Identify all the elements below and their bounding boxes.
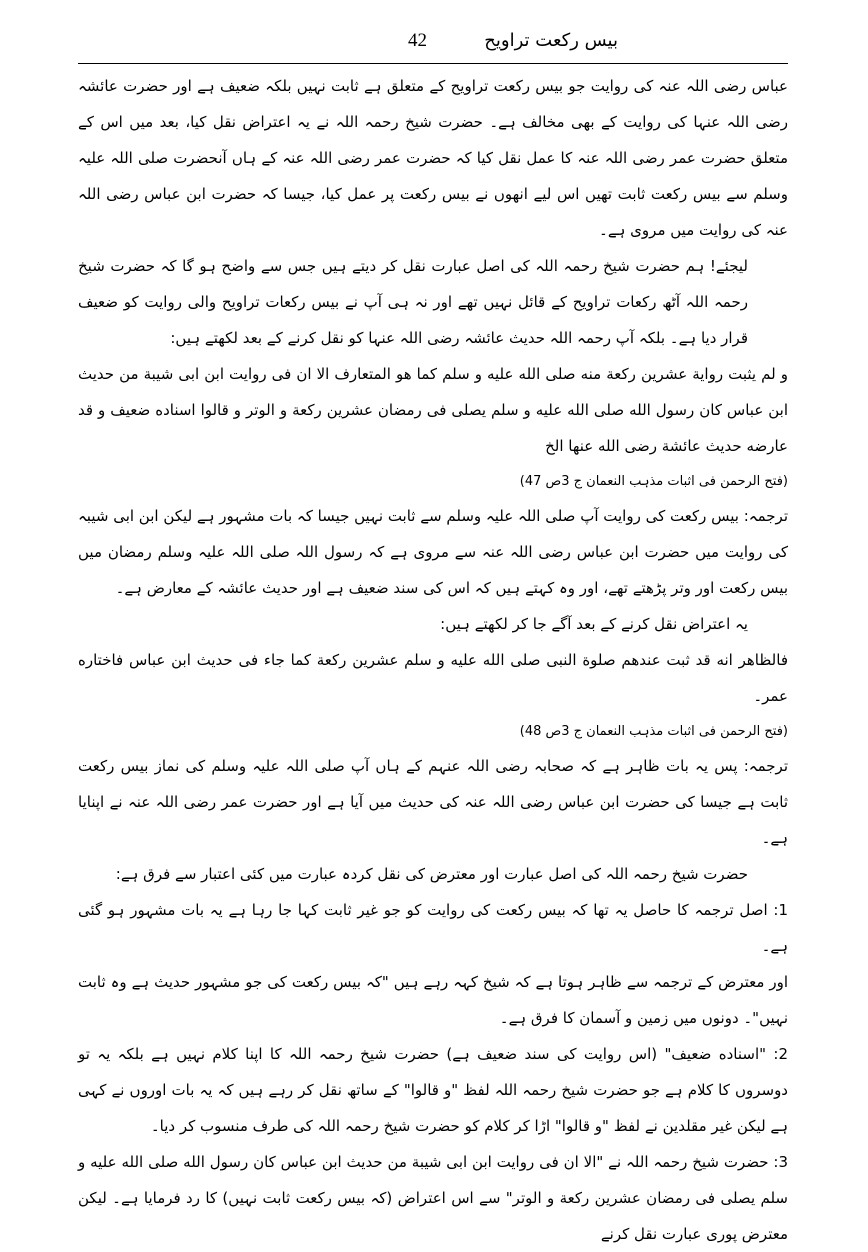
arabic-quote-2: فالظاهر انه قد ثبت عندهم صلوة النبی صلی الله علیه و سلم عشرین رکعة کما جاء فی حدیث ابن عباس فاختاره عمر۔ — [78, 651, 788, 705]
reference-2: (فتح الرحمن فی اثبات مذہب النعمان ج 3ص 48) — [519, 724, 788, 739]
point-1-continued: اور معترض کے ترجمہ سے ظاہر ہوتا ہے کہ شیخ کہہ رہے ہیں "کہ بیس رکعت کی جو مشہور حدیث ہے وہ ثابت نہیں"۔ دونوں میں زمین و آسمان کا فرق ہے۔ — [78, 973, 788, 1027]
page-header — [78, 26, 788, 64]
page-number: 42 — [408, 30, 427, 51]
paragraph-after-objection: یہ اعتراض نقل کرنے کے بعد آگے جا کر لکھتے ہیں: — [440, 615, 748, 633]
translation-1: ترجمہ: بیس رکعت کی روایت آپ صلی اللہ علیہ وسلم سے ثابت نہیں جیسا کہ بات مشہور ہے لیکن ابن ابی شیبہ کی روایت میں حضرت ابن عباس رضی اللہ عنہ سے مروی ہے کہ رسول اللہ صلی اللہ علیہ وسلم رمضان میں بیس رکعت اور وتر پڑھتے تھے، اور وہ کہتے ہیں کہ اس کی سند ضعیف ہے اور حدیث عائشہ کے معارض ہے۔ — [78, 507, 788, 597]
point-1: 1: اصل ترجمہ کا حاصل یہ تھا کہ بیس رکعت کی روایت کو جو غیر ثابت کہا جا رہا ہے یہ بات مشہور ہو گئی ہے۔ — [78, 901, 788, 955]
translation-2: ترجمہ: پس یہ بات ظاہر ہے کہ صحابہ رضی اللہ عنہم کے ہاں آپ صلی اللہ علیہ وسلم کی نماز بیس رکعت ثابت ہے جیسا کی حضرت ابن عباس رضی اللہ عنہ کی حدیث میں آیا ہے اور حضرت عمر رضی اللہ عنہ نے اپنایا ہے۔ — [78, 757, 788, 847]
paragraph-original-text-intro: لیجئے! ہم حضرت شیخ رحمہ اللہ کی اصل عبارت نقل کر دیتے ہیں جس سے واضح ہو گا کہ حضرت شیخ رحمہ اللہ آٹھ رکعات تراویح کے قائل نہیں تھے اور نہ ہی آپ نے بیس رکعات تراویح والی روایت کو ضعیف قرار دیا ہے۔ بلکہ آپ رحمہ اللہ حدیث عائشہ رضی اللہ عنہا کو نقل کرنے کے بعد لکھتے ہیں: — [78, 257, 748, 347]
paragraph-differences-intro: حضرت شیخ رحمہ اللہ کی اصل عبارت اور معترض کی نقل کردہ عبارت میں کئی اعتبار سے فرق ہے: — [115, 865, 748, 883]
reference-1: (فتح الرحمن فی اثبات مذہب النعمان ج 3ص 47) — [519, 474, 788, 489]
running-title: بیس رکعت تراویح — [484, 30, 618, 51]
arabic-quote-1: و لم یثبت روایة عشرین رکعة منه صلی الله علیه و سلم کما هو المتعارف الا ان فی روایت ابن ابی شیبة من حدیث ابن عباس کان رسول الله صلی الله علیه و سلم یصلی فی رمضان عشرین رکعة و الوتر و قالوا اسناده ضعیف و قد عارضه حدیث عائشة رضی الله عنها الخ — [78, 365, 788, 455]
page-body — [78, 68, 788, 1252]
point-2: 2: "اسناده ضعیف" (اس روایت کی سند ضعیف ہے) حضرت شیخ رحمہ اللہ کا اپنا کلام نہیں ہے بلکہ یہ تو دوسروں کا کلام ہے جو حضرت شیخ رحمہ اللہ لفظ "و قالوا" کے ساتھ نقل کر رہے ہیں کہ یہ بات اوروں نے کہی ہے لیکن غیر مقلدین نے لفظ "و قالوا" اڑا کر کلام کو حضرت شیخ رحمہ اللہ کی طرف منسوب کر دیا۔ — [78, 1045, 788, 1135]
point-3: 3: حضرت شیخ رحمہ اللہ نے "الا ان فی روایت ابن ابی شیبة من حدیث ابن عباس کان رسول الله صلی الله علیه و سلم یصلی فی رمضان عشرین رکعة و الوتر" سے اس اعتراض (کہ بیس رکعت ثابت نہیں) کا رد فرمایا ہے۔ لیکن معترض پوری عبارت نقل کرنے — [78, 1153, 788, 1243]
paragraph-intro: عباس رضی اللہ عنہ کی روایت جو بیس رکعت تراویح کے متعلق ہے ثابت نہیں بلکہ ضعیف ہے اور حضرت عائشہ رضی اللہ عنہا کی روایت کے بھی مخالف ہے۔ حضرت شیخ رحمہ اللہ نے یہ اعتراض نقل کیا، بعد میں اس کے متعلق حضرت عمر رضی اللہ عنہ کا عمل نقل کیا کہ حضرت عمر رضی اللہ عنہ کے ہاں آنحضرت صلی اللہ علیہ وسلم سے بیس رکعت ثابت تھیں اس لیے انھوں نے بیس رکعت پر عمل کیا، جیسا کہ حضرت ابن عباس رضی اللہ عنہ کی روایت میں مروی ہے۔ — [78, 77, 788, 239]
